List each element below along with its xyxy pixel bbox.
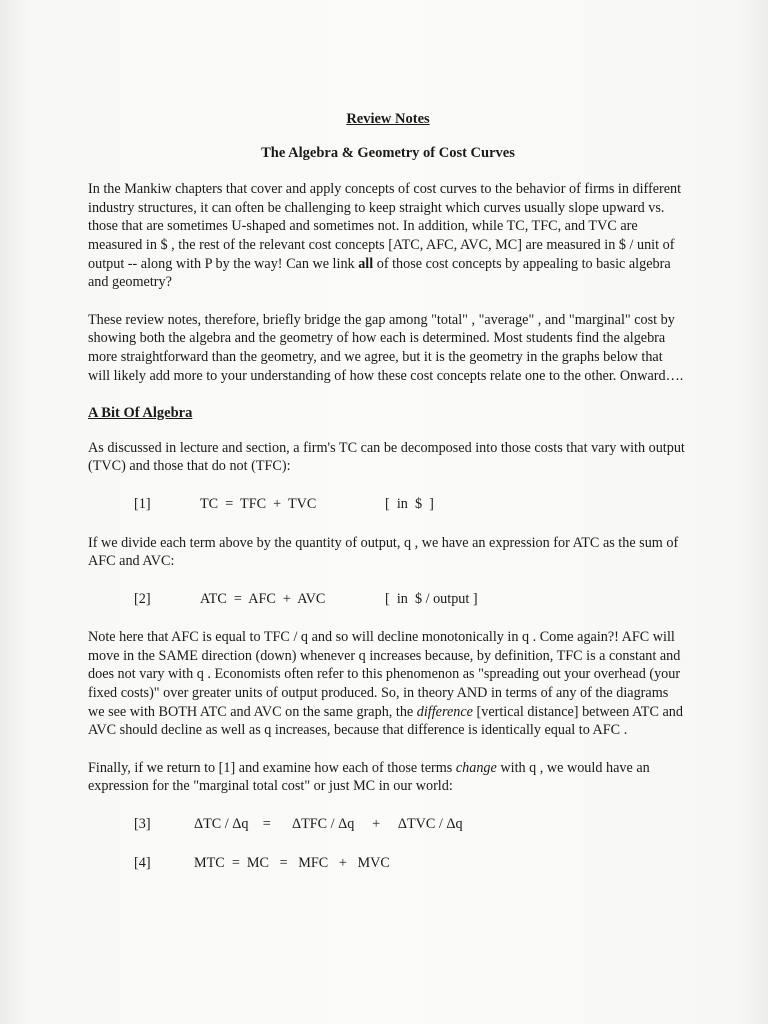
equation-4-body: MTC = MC = MFC + MVC	[194, 854, 390, 871]
document-title: Review Notes	[346, 111, 430, 127]
paragraph-afc	[88, 628, 688, 740]
section-title-algebra: A Bit Of Algebra	[88, 405, 193, 422]
paragraph-intro-text-b: of those cost concepts by appealing to basic algebra and geometry?	[88, 255, 671, 291]
paragraph-tc-decomposition: As discussed in lecture and section, a firm's TC can be decomposed into those costs that vary with output (TVC) and those that do not (TFC):	[88, 439, 685, 475]
equation-1	[88, 495, 688, 514]
document-subtitle: The Algebra & Geometry of Cost Curves	[261, 144, 515, 161]
paragraph-review-notes: These review notes, therefore, briefly bridge the gap among "total" , "average" , and "marginal" cost by showing both the algebra and the geometry of how each is determined. Most students find the algebra more straightforward than the geometry, and we agree, but it is the geometry in the graphs below that will likely add more to your understanding of how these cost concepts relate one to the other. Onward….	[88, 311, 684, 384]
equation-2	[88, 590, 688, 609]
equation-3-number: [3]	[134, 816, 151, 833]
equation-4	[88, 854, 688, 873]
equation-2-body: ATC = AFC + AVC	[200, 590, 326, 607]
paragraph-marginal-text-a: Finally, if we return to [1] and examine how each of those terms	[88, 759, 456, 776]
document-content	[88, 110, 688, 892]
paragraph-marginal-text-b: with q , we would have an expression for the "marginal total cost" or just MC in our world:	[88, 759, 650, 795]
equation-1-unit: [ in $ ]	[385, 495, 434, 512]
paragraph-intro-bold: all	[358, 255, 374, 272]
equation-1-number: [1]	[134, 495, 151, 512]
paragraph-afc-italic: difference	[416, 703, 473, 720]
equation-3	[88, 815, 688, 834]
paragraph-intro-text-a: In the Mankiw chapters that cover and apply concepts of cost curves to the behavior of firms in different industry structures, it can often be challenging to keep straight which curves usually slope upward vs. those that are sometimes U-shaped and sometimes not. In addition, while TC, TFC, and TVC are measured in $ , the rest of the relevant cost concepts [ATC, AFC, AVC, MC] are measured in $ / unit of output -- along with P by the way! Can we link	[88, 181, 682, 272]
equation-2-unit: [ in $ / output ]	[385, 590, 478, 607]
equation-4-number: [4]	[134, 854, 151, 871]
paragraph-atc: If we divide each term above by the quantity of output, q , we have an expression for ATC as the sum of AFC and AVC:	[88, 534, 679, 570]
equation-1-body: TC = TFC + TVC	[200, 495, 317, 512]
paragraph-afc-text-a: Note here that AFC is equal to TFC / q and so will decline monotonically in q . Come again?! AFC will move in the SAME direction (down) whenever q increases because, by definition, TFC is a constant and does not vary with q . Economists often refer to this phenomenon as "spreading out your overhead (your fixed costs)" over greater units of output produced. So, in theory AND in terms of any of the diagrams we see with BOTH ATC and AVC on the same graph, the	[88, 629, 681, 720]
paragraph-afc-text-b: [vertical distance] between ATC and AVC should decline as well as q increases, because that difference is identically equal to AFC .	[88, 703, 683, 739]
paragraph-marginal	[88, 759, 688, 796]
equation-3-body: ΔTC / Δq = ΔTFC / Δq + ΔTVC / Δq	[194, 816, 463, 833]
equation-2-number: [2]	[134, 590, 151, 607]
paragraph-intro	[88, 180, 688, 292]
paragraph-marginal-italic: change	[455, 759, 497, 776]
